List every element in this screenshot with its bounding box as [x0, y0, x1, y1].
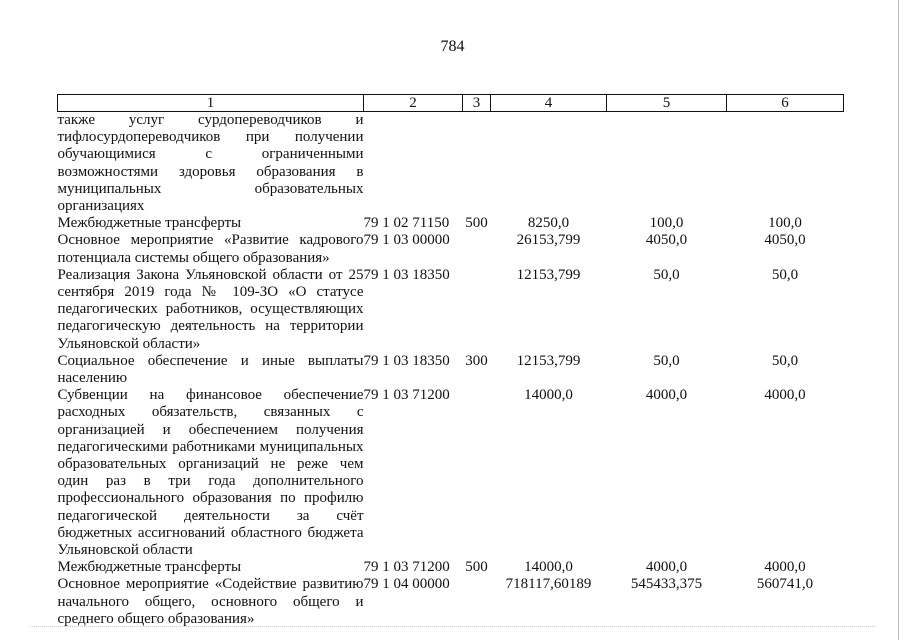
row-value-4: 14000,0: [524, 559, 573, 576]
table-row: [58, 112, 844, 216]
row-name: Основное мероприятие «Развитие кадрового потенциала системы общего образования»: [57, 232, 364, 266]
row-type: [463, 267, 491, 353]
row-value-5: [607, 112, 727, 216]
row-code: [364, 112, 463, 216]
row-value-4: 718117,60189: [505, 576, 592, 593]
row-code: 79 1 03 71200: [363, 387, 450, 404]
table-row: [58, 559, 844, 576]
table-header-row: [58, 95, 844, 112]
row-code: 79 1 03 18350: [363, 266, 450, 283]
row-value-5: 4000,0: [645, 559, 688, 576]
row-code: 79 1 03 00000: [363, 232, 450, 249]
header-col-3: 3: [463, 95, 491, 112]
row-code: 79 1 03 18350: [363, 352, 450, 369]
row-value-5: 100,0: [649, 215, 684, 232]
row-value-4: 26153,799: [516, 232, 581, 249]
table-row: [58, 387, 844, 559]
row-value-4: 12153,799: [516, 352, 581, 369]
row-type: [463, 576, 491, 628]
row-code: 79 1 02 71150: [363, 215, 450, 232]
page-edge: [898, 0, 899, 640]
scan-artifact-line: [30, 626, 875, 627]
row-name: также услуг сурдопереводчиков и тифлосурдопереводчиков при получении обучающимися с ограниченными возможностями здоровья образования в муниципальных образовательных организациях: [57, 112, 364, 215]
row-code: 79 1 03 71200: [363, 559, 450, 576]
row-value-5: 4000,0: [645, 387, 688, 404]
row-name: Межбюджетные трансферты: [57, 215, 242, 232]
row-code: 79 1 04 00000: [363, 576, 450, 593]
row-value-6: 50,0: [771, 266, 799, 283]
row-value-5: 50,0: [653, 266, 680, 283]
row-name: Основное мероприятие «Содействие развитию начального общего, основного общего и среднего общего образования»: [57, 576, 364, 627]
table-row: [58, 576, 844, 628]
table-row: [58, 267, 844, 353]
row-value-6: 4050,0: [764, 232, 806, 249]
row-name: Реализация Закона Ульяновской области от 25 сентября 2019 года № 109-ЗО «О статусе педагогических работников, осуществляющих педагогическую деятельность на территории Ульяновской области»: [57, 266, 364, 352]
header-col-5: 5: [607, 95, 727, 112]
row-value-4: [491, 112, 607, 216]
header-col-4: 4: [491, 95, 607, 112]
row-value-4: 14000,0: [524, 387, 573, 404]
row-type: 300: [465, 352, 488, 369]
row-value-4: 12153,799: [516, 266, 581, 283]
row-name: Межбюджетные трансферты: [57, 559, 242, 576]
row-value-5: 545433,375: [630, 576, 703, 593]
row-type: [463, 232, 491, 266]
row-value-6: 4000,0: [764, 387, 806, 404]
row-value-6: 50,0: [771, 352, 799, 369]
row-type: [463, 387, 491, 559]
row-value-6: 4000,0: [764, 559, 806, 576]
row-value-5: 4050,0: [645, 232, 688, 249]
row-value-6: 100,0: [768, 215, 802, 232]
row-name: Субвенции на финансовое обеспечение расходных обязательств, связанных с организацией и обеспечением получения педагогическими работниками муниципальных образовательных организаций не реже чем один раз в три года дополнительного профессионального образования по профилю педагогической деятельности за счёт бюджетных ассигнований областного бюджета Ульяновской области: [57, 387, 364, 559]
header-col-2: 2: [364, 95, 463, 112]
budget-table: [57, 94, 844, 628]
page-number: 784: [440, 38, 465, 55]
row-value-6: 560741,0: [756, 576, 814, 593]
table-row: [58, 232, 844, 266]
row-name: Социальное обеспечение и иные выплаты населению: [57, 352, 364, 387]
row-type: 500: [465, 215, 488, 232]
header-col-1: 1: [58, 95, 364, 112]
table-row: [58, 215, 844, 232]
header-col-6: 6: [727, 95, 844, 112]
row-type: 500: [465, 559, 488, 576]
row-value-4: 8250,0: [527, 215, 570, 232]
row-value-5: 50,0: [653, 352, 680, 369]
row-value-6: [727, 112, 844, 216]
table-row: [58, 353, 844, 387]
row-type: [463, 112, 491, 216]
